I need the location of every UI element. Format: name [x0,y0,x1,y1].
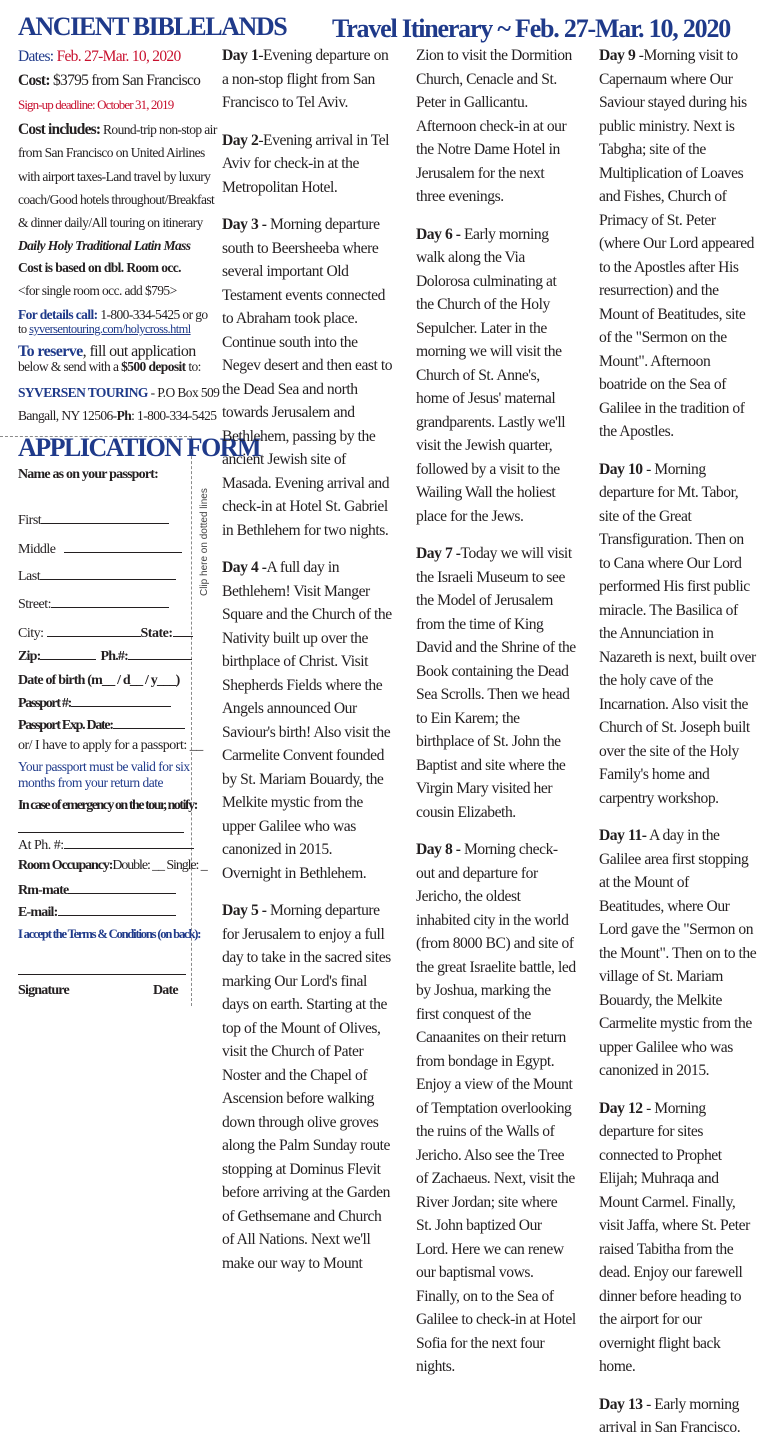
day-9-text: -Morning visit to Capernaum where Our Saviour stayed during his public ministry. Next is Tabgha; site of the Multiplication of Loaves and Fishes, Church of Primacy of St. Peter (where Our Lord appeared to the Apostles after His resurrection) and the Mount of Beatitudes, site of the "Sermon on the Mount". Afternoon boatride on the Sea of Galilee in the tradition of the Apostles. [599,47,755,440]
passport-exp-label: Passport Exp. Date: [18,718,113,733]
day-3-label: Day 3 - [222,216,267,233]
day-4-text: A full day in Bethlehem! Visit Manger Square and the Church of the Nativity built up over the birthplace of Christ. Visit Shepherds Fields where the Angels announced Our Saviour's birth! Also visit the Carmelite Convent founded by St. Mariam Bouardy, the Melkite mystic from the upper Galilee who was canonized in 2015. Overnight in Bethlehem. [222,559,392,882]
signature-line[interactable] [18,974,186,975]
day-11-label: Day 11- [599,827,647,844]
state-label: State: [140,626,173,641]
day-1-text: -Evening departure on a non-stop flight from San Francisco to Tel Aviv. [222,47,389,111]
passport-field[interactable] [18,694,171,712]
at-phone-field[interactable] [18,836,194,854]
includes-line-0 [18,121,217,139]
day-5-continued [416,44,576,209]
includes-line-3: coach/Good hotels throughout/Breakfast [18,192,215,207]
day-6-label: Day 6 - [416,225,461,243]
cost-label: Cost: [18,72,53,89]
city-line [18,408,216,424]
day-7 [416,542,576,824]
details-url-link[interactable]: syversentouring.com/holycross.html [29,322,191,336]
passport-exp-field[interactable] [18,716,185,734]
itinerary-column-3 [599,44,757,1454]
includes-line-1: from San Francisco on United Airlines [18,145,205,160]
day-4-label: Day 4 - [222,559,267,576]
apply-passport-field[interactable]: or/ I have to apply for a passport: __ [18,738,203,753]
itinerary-title: Travel Itinerary ~ Feb. 27-Mar. 10, 2020 [332,14,731,43]
day-13-label: Day 13 [599,1395,643,1413]
roommate-label: Rm-mate [18,883,69,898]
zip-label: Zip: [18,649,41,664]
day-5-continued-text: Zion to visit the Dormition Church, Cenacle and St. Peter in Gallicantu. Afternoon check-in at our the Notre Dame Hotel in Jerusalem for the next three evenings. [416,47,572,205]
day-13 [599,1393,757,1440]
room-single: Single: _ [166,858,207,873]
includes-label: Cost includes: [18,121,101,138]
day-5-label: Day 5 - [222,902,267,919]
clip-note: Clip here on dotted lines [199,488,210,596]
includes-text-0: Round-trip non-stop air [103,122,217,137]
cost-value: $3795 from San Francisco [52,72,201,89]
company-line [18,385,219,401]
last-name-field[interactable] [18,567,176,585]
date-label: Date [153,983,178,998]
includes-line-2: with airport taxes-Land travel by luxury [18,169,211,184]
ph-label: Ph [116,408,132,423]
reserve-rest: , fill out application [82,343,196,360]
last-label: Last [18,569,41,584]
day-6 [416,223,576,529]
day-8-label: Day 8 - [416,841,461,858]
cut-line-vertical [191,436,192,1006]
reserve-text-a: below & send with a [18,359,122,374]
day-4 [222,556,394,885]
itinerary-column-2 [416,44,576,1393]
day-3-text: Morning departure south to Beersheeba where several important Old Testament events connected to Abraham took place. Continue south into the Negev desert and then east to the Dead Sea and north towards Jerusalem and Bethlehem, passing by the ancient Jewish site of Masada. Evening arrival and check-in at Hotel St. Gabriel in Bethlehem for two nights. [222,216,393,539]
passport-warning-1: Your passport must be valid for six [18,759,190,774]
name-prompt: Name as on your passport: [18,467,158,482]
reserve-line-2 [18,359,201,375]
day-9-label: Day 9 [599,47,636,64]
day-11 [599,824,757,1083]
street-label: Street: [18,597,52,612]
room-occupancy-field[interactable] [18,858,207,874]
day-2-text: -Evening arrival in Tel Aviv for check-in at the Metropolitan Hotel. [222,131,390,196]
dates-line [18,48,181,66]
day-13-text: - Early morning arrival in San Francisco. [599,1395,741,1436]
email-field[interactable] [18,903,176,921]
deposit-amount: $500 deposit [121,359,186,374]
room-label: Room Occupancy: [18,858,113,873]
at-phone-label: At Ph. #: [18,838,64,853]
mass-note: Daily Holy Traditional Latin Mass [18,238,191,253]
signup-deadline: Sign-up deadline: October 31, 2019 [18,97,174,112]
day-2 [222,129,394,200]
occupancy-note: Cost is based on dbl. Room occ. [18,260,181,275]
details-url-prefix: to [18,322,30,336]
phone-label: Ph.#: [100,649,128,664]
day-11-text: A day in the Galilee area first stopping at the Mount of Beatitudes, where Our Lord gave the "Sermon on the Mount". Then on to the village of St. Mariam Bouardy, the Melkite Carmelite mystic from the upper Galilee who was canonized in 2015. [599,827,757,1079]
single-room-note: <for single room occ. add $795> [18,283,177,298]
day-7-label: Day 7 - [416,545,461,562]
day-10-label: Day 10 [599,460,643,478]
dates-label: Dates: [18,48,57,65]
day-8 [416,838,576,1379]
details-label: For details call: [18,307,98,322]
first-name-field[interactable] [18,511,169,529]
day-7-text: Today we will visit the Israeli Museum to see the Model of Jerusalem from the time of King David and the Shrine of the Book containing the Dead Sea Scrolls. Then we head to Ein Karem; the birthplace of St. John the Baptist and site where the Virgin Mary visited her cousin Elizabeth. [416,545,576,821]
company-name: SYVERSEN TOURING [18,385,148,400]
day-12-label: Day 12 [599,1099,643,1117]
application-form-title: APPLICATION FORM [18,433,261,462]
dob-field[interactable]: Date of birth (m__ / d__ / y___) [18,673,180,688]
day-10-text: - Morning departure for Mt. Tabor, site of the Great Transfiguration. Then on to Cana where Our Lord performed His first public miracle. The Basilica of the Annunciation in Nazareth is next, built over the holy cave of the Incarnation. Also visit the Church of St. Joseph built over the site of the Holy Family's home and carpentry workshop. [599,460,756,807]
emergency-label: In case of emergency on the tour, notify: [18,797,197,812]
includes-line-4: & dinner daily/All touring on itinerary [18,215,203,230]
day-8-text: Morning check-out and departure for Jericho, the oldest inhabited city in the world (from 8000 BC) and site of the great Israelite battle, led by Joshua, marking the first conquest of the Canaanites on their return from bondage in Egypt. Enjoy a view of the Mount of Temptation overlooking the ruins of the Walls of Jericho. Also see the Tree of Zachaeus. Next, visit the River Jordan; site where St. John baptized Our Lord. Here we can renew our baptismal vows. Finally, on to the Sea of Galilee to check-in at Hotel Sofia for the next four nights. [416,841,576,1375]
day-1 [222,44,394,115]
details-line [18,307,208,323]
room-double: Double: __ [112,858,167,873]
passport-label: Passport #: [18,696,71,711]
reserve-text-b: to: [185,359,201,374]
middle-name-field[interactable] [18,540,182,558]
day-2-label: Day 2 [222,131,259,149]
day-12-text: - Morning departure for sites connected to Prophet Elijah; Muhraqa and Mount Carmel. Finally, visit Jaffa, where St. Peter raised Tabitha from the dead. Enjoy our farewell dinner before heading to the airport for our overnight flight back home. [599,1099,750,1375]
day-5 [222,899,394,1275]
details-phone: 1-800-334-5425 or go [97,307,208,322]
signature-label: Signature [18,983,69,998]
street-field[interactable] [18,595,169,613]
city-phone: : 1-800-334-5425 [131,408,217,423]
company-address: - P.O Box 509 [147,385,220,400]
roommate-field[interactable] [18,881,176,899]
itinerary-column-1 [222,44,394,1289]
city-text: Bangall, NY 12506- [18,408,117,423]
day-9 [599,44,757,444]
first-label: First [18,513,42,528]
details-url-line [18,322,191,337]
zip-phone-field[interactable] [18,647,192,665]
day-12 [599,1097,757,1379]
day-10 [599,458,757,811]
middle-label: Middle [18,542,56,557]
day-6-text: Early morning walk along the Via Dolorosa culminating at the Church of the Holy Sepulcher. Later in the morning we will visit the Church of St. Anne's, home of Jesus' maternal grandparents. Lastly we'll visit the Jewish quarter, followed by a visit to the Wailing Wall the holiest place for the Jews. [416,225,566,525]
day-3 [222,213,394,542]
city-state-field[interactable] [18,624,193,642]
city-label: City: [18,626,44,641]
day-1-label: Day 1 [222,47,259,64]
cost-line [18,72,200,90]
emergency-line[interactable] [18,832,184,833]
passport-warning-2: months from your return date [18,775,163,790]
dates-value: Feb. 27-Mar. 10, 2020 [56,48,181,65]
brand-title: ANCIENT BIBLELANDS [18,12,287,41]
email-label: E-mail: [18,905,58,920]
terms-acceptance[interactable]: I accept the Terms & Conditions (on back): [18,927,201,941]
reserve-label: To reserve [18,343,83,360]
day-5-text: Morning departure for Jerusalem to enjoy a full day to take in the sacred sites marking Our Lord's final days on earth. Starting at the top of the Mount of Olives, visit the Church of Pater Noster and the Chapel of Ascension before walking down through olive groves along the Palm Sunday route stopping at Dominus Flevit before arriving at the Garden of Gethsemane and Church of All Nations. Next we'll make our way to Mount [222,902,391,1272]
